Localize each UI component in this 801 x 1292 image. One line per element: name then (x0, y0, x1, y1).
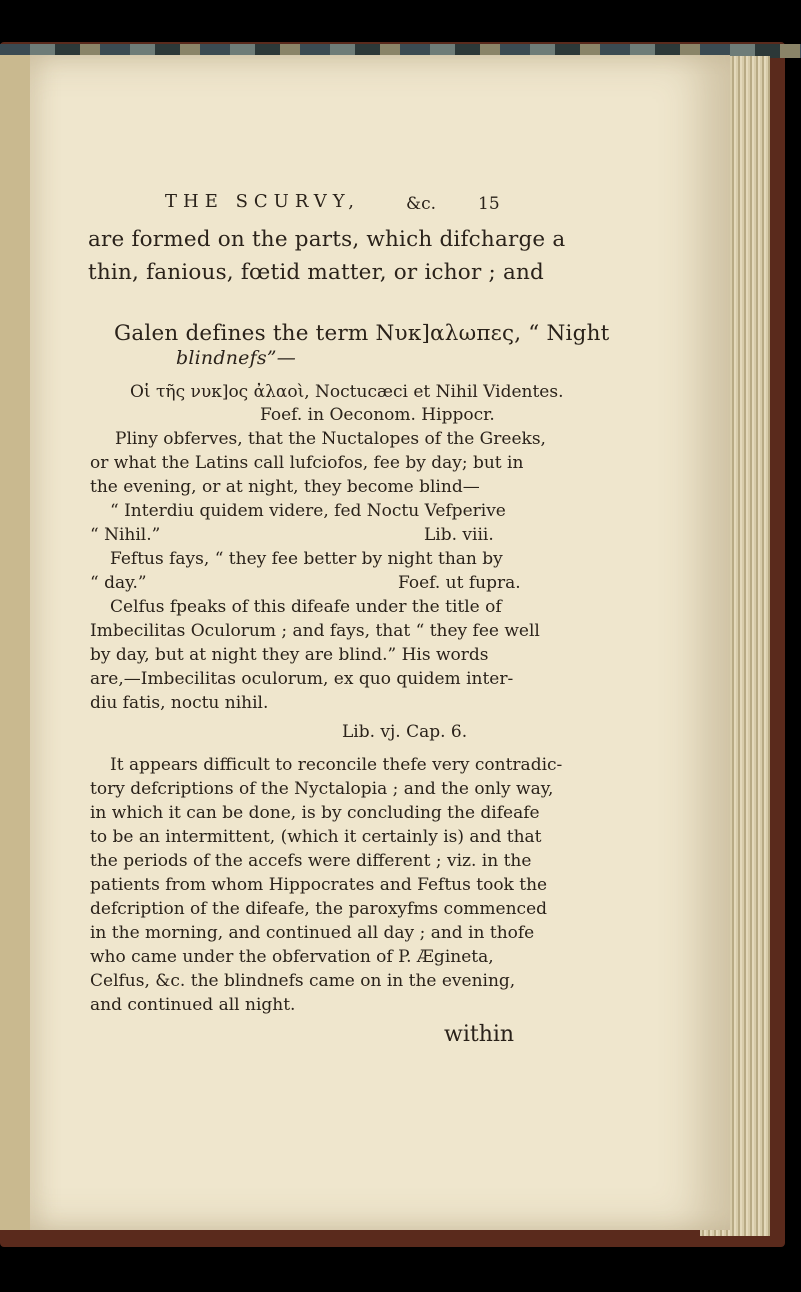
gutter-strip (0, 55, 30, 1230)
running-head-etc: &c. (406, 194, 437, 214)
text-line: diu fatis, noctu nihil. (90, 693, 269, 713)
text-line: the evening, or at night, they become blind— (90, 477, 480, 497)
text-line: Celfus, &c. the blindnefs came on in the evening, (90, 971, 516, 991)
text-line: Celfus fpeaks of this difeafe under the title of (110, 597, 502, 617)
text-line: tory defcriptions of the Nyctalopia ; and the only way, (90, 779, 554, 799)
text-line: Galen defines the term Νυκ]αλωπες, “ Night (114, 321, 610, 346)
text-line: Foef. ut fupra. (398, 573, 521, 593)
text-line: Lib. viii. (424, 525, 494, 545)
text-line: Lib. vj. Cap. 6. (342, 722, 468, 742)
catchword: within (444, 1022, 515, 1047)
text-line: or what the Latins call lufciofos, fee by day; but in (90, 453, 524, 473)
page-number: 15 (478, 194, 500, 214)
text-line: “ day.” (90, 573, 147, 593)
text-line: Οἱ τῆς νυκ]ος ἀλαοὶ, Noctucæci et Nihil Videntes. (130, 382, 564, 402)
text-line: are formed on the parts, which difcharge a (88, 227, 566, 252)
text-line: blindnefs”— (176, 347, 296, 369)
text-line: It appears difficult to reconcile thefe very contradic- (110, 755, 563, 775)
text-line: in which it can be done, is by concluding the difeafe (90, 803, 540, 823)
text-line: “ Interdiu quidem videre, fed Noctu Vefperive (110, 501, 506, 521)
text-line: defcription of the difeafe, the paroxyfms commenced (90, 899, 548, 919)
text-line: Pliny obferves, that the Nuctalopes of the Greeks, (115, 429, 546, 449)
text-line: patients from whom Hippocrates and Feftus took the (90, 875, 548, 895)
text-line: who came under the obfervation of P. Ægineta, (90, 947, 494, 967)
text-line: and continued all night. (90, 995, 296, 1015)
text-line: in the morning, and continued all day ; and in thofe (90, 923, 535, 943)
text-line: by day, but at night they are blind.” His words (90, 645, 489, 665)
text-line: Imbecilitas Oculorum ; and fays, that “ they fee well (90, 621, 540, 641)
text-line: the periods of the accefs were different ; viz. in the (90, 851, 532, 871)
running-head: THE SCURVY, (165, 191, 361, 212)
book-page (30, 55, 730, 1230)
text-line: “ Nihil.” (90, 525, 161, 545)
text-line: are,—Imbecilitas oculorum, ex quo quidem inter- (90, 669, 514, 689)
text-line: to be an intermittent, (which it certainly is) and that (90, 827, 542, 847)
text-line: thin, fanious, fœtid matter, or ichor ; and (88, 260, 544, 285)
text-line: Foef. in Oeconom. Hippocr. (260, 405, 495, 425)
text-line: Feftus fays, “ they fee better by night than by (110, 549, 503, 569)
